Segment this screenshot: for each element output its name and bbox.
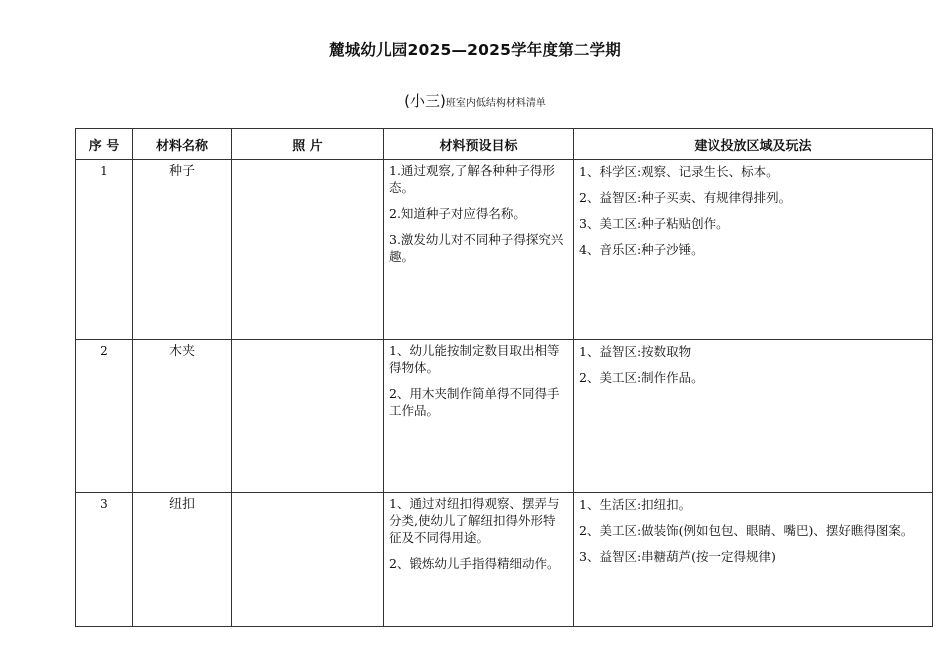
table-row [76,340,933,493]
goals-cell [384,340,574,493]
goal-item: 1.通过观察,了解各种种子得形态。 [389,163,555,195]
goal-item: 2、锻炼幼儿手指得精细动作。 [389,556,560,571]
goals-cell [384,160,574,340]
area-item: 1、益智区:按数取物 [579,344,692,359]
goal-item: 1、幼儿能按制定数目取出相等得物体。 [389,343,560,375]
areas-cell [574,340,933,493]
photo-cell [232,160,384,340]
area-item: 2、美工区:制作作品。 [579,370,704,385]
areas-cell [574,493,933,627]
goal-item: 2.知道种子对应得名称。 [389,206,526,221]
header-areas: 建议投放区域及玩法 [574,129,933,160]
goal-item: 3.激发幼儿对不同种子得探究兴趣。 [389,232,564,264]
page-title: 麓城幼儿园2025—2025学年度第二学期 [329,41,621,59]
row-index: 2 [76,340,133,493]
row-index: 1 [76,160,133,340]
area-item: 3、美工区:种子粘贴创作。 [579,216,729,231]
photo-cell [232,340,384,493]
header-index: 序 号 [76,129,133,160]
area-item: 4、音乐区:种子沙锤。 [579,242,704,257]
subtitle [0,90,950,111]
area-item: 1、生活区:扣纽扣。 [579,497,692,512]
areas-cell [574,160,933,340]
area-item: 2、美工区:做装饰(例如包包、眼睛、嘴巴)、摆好瞧得图案。 [579,523,914,538]
goal-item: 1、通过对纽扣得观察、摆弄与分类,使幼儿了解纽扣得外形特征及不同得用途。 [389,496,560,545]
material-name: 纽扣 [133,493,232,627]
class-label: (小三) [404,92,446,110]
header-photo: 照 片 [232,129,384,160]
material-name: 木夹 [133,340,232,493]
goal-item: 2、用木夹制作简单得不同得手工作品。 [389,386,560,418]
goals-cell [384,493,574,627]
header-goals: 材料预设目标 [384,129,574,160]
table-row [76,160,933,340]
area-item: 1、科学区:观察、记录生长、标本。 [579,164,779,179]
photo-cell [232,493,384,627]
area-item: 3、益智区:串糖葫芦(按一定得规律) [579,549,776,564]
table-row [76,493,933,627]
area-item: 2、益智区:种子买卖、有规律得排列。 [579,190,792,205]
subtitle-text: 班室内低结构材料清单 [445,98,546,109]
row-index: 3 [76,493,133,627]
materials-table [75,128,933,627]
header-name: 材料名称 [133,129,232,160]
table-header-row [76,129,933,160]
material-name: 种子 [133,160,232,340]
